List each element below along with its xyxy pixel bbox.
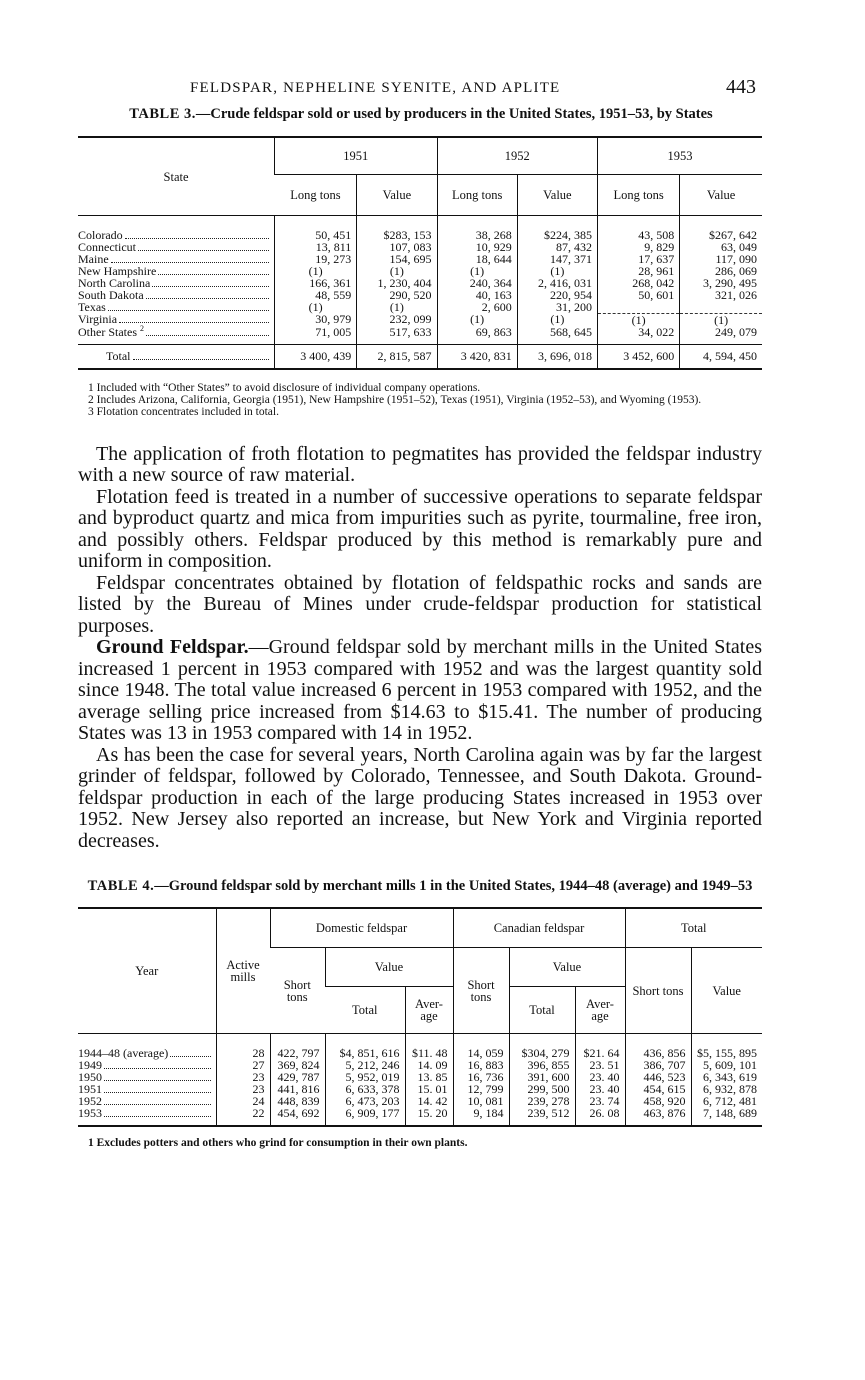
table4-cell: 386, 707 <box>625 1059 691 1071</box>
table-row <box>78 1034 762 1060</box>
table3-cell: 13, 811 <box>275 241 357 253</box>
table4-caption <box>78 878 762 895</box>
table3-cell: 71, 005 <box>275 326 357 345</box>
table3-cell: 50, 601 <box>598 289 680 301</box>
table3-cell: 2, 815, 587 <box>357 344 437 369</box>
table4-cell: 16, 883 <box>453 1059 509 1071</box>
table3-cell: 321, 026 <box>680 289 762 301</box>
table4-subheader-average: Aver- age <box>575 987 625 1034</box>
paragraph: Flotation feed is treated in a number of successive operations to separate feldspar and byproduct quartz and mica from impurities such as pyrite, tourmaline, free iron, and possibly others. Feldspar produced by this method is remarkably pure and uniform in composition. <box>78 485 762 572</box>
table3-cell: 3, 696, 018 <box>517 344 597 369</box>
table-row <box>78 301 762 313</box>
table3-state: Maine <box>78 252 109 266</box>
table3-cell: (1) <box>275 265 357 277</box>
table4-subheader-short-tons: Short tons <box>625 948 691 1034</box>
table3-cell: 38, 268 <box>437 216 517 242</box>
table3-cell: 268, 042 <box>598 277 680 289</box>
table4-cell: 27 <box>216 1059 270 1071</box>
table4-cell: 28 <box>216 1034 270 1060</box>
table4-subheader-value: Value <box>509 948 625 987</box>
table3-cell: 3 420, 831 <box>437 344 517 369</box>
table3-cell: 50, 451 <box>275 216 357 242</box>
table3-cell: 220, 954 <box>517 289 597 301</box>
table3-cell: 34, 022 <box>598 326 680 345</box>
table4-subheader-value: Value <box>691 948 762 1034</box>
table3-cell: 1, 230, 404 <box>357 277 437 289</box>
footnote: 2 Includes Arizona, California, Georgia (1951), New Hampshire (1951–52), Texas (1951), Virginia (1952–53), and Wyoming (1953). <box>88 393 702 406</box>
table4-caption-label: TABLE 4. <box>87 878 155 894</box>
table4-header-year: Year <box>78 908 216 1034</box>
table4-header-mills: Active mills <box>216 908 270 1034</box>
table4-cell: 23 <box>216 1083 270 1095</box>
table3-cell: 2, 416, 031 <box>517 277 597 289</box>
table4-cell: 16, 736 <box>453 1071 509 1083</box>
table4-cell: $4, 851, 616 <box>325 1034 405 1060</box>
table4-footnotes <box>78 1137 762 1149</box>
table3-cell: 17, 637 <box>598 253 680 265</box>
table4-subheader-short-tons: Short tons <box>453 948 509 1034</box>
table3-state: Connecticut <box>78 240 136 254</box>
table4-cell: 15. 01 <box>405 1083 453 1095</box>
table4-year: 1950 <box>78 1070 102 1084</box>
table3-cell: (1) <box>517 265 597 277</box>
table4-cell: 463, 876 <box>625 1107 691 1126</box>
table3-subheader-long-tons: Long tons <box>275 175 357 216</box>
table3-cell: 3 400, 439 <box>275 344 357 369</box>
table3-cell: 87, 432 <box>517 241 597 253</box>
table4-cell: 458, 920 <box>625 1095 691 1107</box>
footnote: 1 Excludes potters and others who grind for consumption in their own plants. <box>88 1137 468 1149</box>
table3-cell: (1) <box>680 313 762 326</box>
table3-cell: 166, 361 <box>275 277 357 289</box>
table3-cell: 48, 559 <box>275 289 357 301</box>
table3-cell: 117, 090 <box>680 253 762 265</box>
table3-cell: 3 452, 600 <box>598 344 680 369</box>
table4-subheader-short-tons: Short tons <box>270 948 325 1034</box>
table3-cell: 154, 695 <box>357 253 437 265</box>
section-heading: Ground Feldspar. <box>96 636 249 658</box>
paragraph-text: —Ground feldspar sold by merchant mills in the United States increased 1 percent in 1953 compared with 1952 and was the largest quantity sold since 1948. The total value increased 6 percent in 1953 compared with 1952, and the average selling price increased from $14.63 to $15.41. The number of producing States was 13 in 1953 compared with 14 in 1952. <box>78 636 763 744</box>
table4-year: 1944–48 (average) <box>78 1046 169 1060</box>
table3-cell: 249, 079 <box>680 326 762 345</box>
table4-cell: 13. 85 <box>405 1071 453 1083</box>
table3-cell <box>598 301 680 313</box>
table4-cell: 5, 952, 019 <box>325 1071 405 1083</box>
table4-cell: 6, 712, 481 <box>691 1095 762 1107</box>
running-title: FELDSPAR, NEPHELINE SYENITE, AND APLITE <box>190 80 561 96</box>
table4-cell: 24 <box>216 1095 270 1107</box>
table3-cell: (1) <box>275 301 357 313</box>
table4-cell: 14, 059 <box>453 1034 509 1060</box>
table4-cell: 396, 855 <box>509 1059 575 1071</box>
table4-cell: 454, 692 <box>270 1107 325 1126</box>
table4-cell: $5, 155, 895 <box>691 1034 762 1060</box>
footnote: 1 Included with “Other States” to avoid disclosure of individual company operations. <box>88 381 481 394</box>
table3-cell: 2, 600 <box>437 301 517 313</box>
table4-cell: 369, 824 <box>270 1059 325 1071</box>
table4-cell: 422, 797 <box>270 1034 325 1060</box>
table-row <box>78 326 762 345</box>
table3-cell: 28, 961 <box>598 265 680 277</box>
table3-cell: 240, 364 <box>437 277 517 289</box>
table3-cell: 43, 508 <box>598 216 680 242</box>
running-head <box>78 72 762 106</box>
table4-cell: 12, 799 <box>453 1083 509 1095</box>
table4-cell: 454, 615 <box>625 1083 691 1095</box>
table3-cell: 19, 273 <box>275 253 357 265</box>
table3-state: North Carolina <box>78 276 151 290</box>
table4-header-total: Total <box>625 908 762 948</box>
table4-cell: 26. 08 <box>575 1107 625 1126</box>
table4-cell: 6, 343, 619 <box>691 1071 762 1083</box>
table-row <box>78 1107 762 1126</box>
paragraph: As has been the case for several years, North Carolina again was by far the largest grinder of feldspar, followed by Colorado, Tennessee, and South Dakota. Ground-feldspar production in each of the large producing States increased in 1953 over 1952. New Jersey also reported an increase, but New York and Virginia reported decreases. <box>78 743 762 852</box>
table3-subheader-long-tons: Long tons <box>598 175 680 216</box>
table4-cell: 23. 40 <box>575 1083 625 1095</box>
table3-cell: $224, 385 <box>517 216 597 242</box>
table4-year: 1949 <box>78 1058 102 1072</box>
table3-cell: 18, 644 <box>437 253 517 265</box>
table3-cell: 107, 083 <box>357 241 437 253</box>
table3-cell <box>680 301 762 313</box>
table4-cell: 391, 600 <box>509 1071 575 1083</box>
table3-subheader-value: Value <box>680 175 762 216</box>
table3-total-row <box>78 344 762 369</box>
table3-state: South Dakota <box>78 288 144 302</box>
table4-header-canadian: Canadian feldspar <box>453 908 625 948</box>
table4 <box>78 907 762 1127</box>
footnote: 3 Flotation concentrates included in total. <box>88 405 279 418</box>
table4-subheader-average: Aver- age <box>405 987 453 1034</box>
table4-cell: 7, 148, 689 <box>691 1107 762 1126</box>
table4-year: 1951 <box>78 1082 102 1096</box>
table3-cell: 147, 371 <box>517 253 597 265</box>
table4-subheader-total: Total <box>325 987 405 1034</box>
table4-cell: 14. 09 <box>405 1059 453 1071</box>
table3-cell: 40, 163 <box>437 289 517 301</box>
table4-cell: 23. 51 <box>575 1059 625 1071</box>
table4-cell: 6, 473, 203 <box>325 1095 405 1107</box>
table3-cell: 63, 049 <box>680 241 762 253</box>
table4-cell: 23 <box>216 1071 270 1083</box>
table3-cell: $267, 642 <box>680 216 762 242</box>
table3-state: Virginia <box>78 312 118 327</box>
table-row <box>78 313 762 326</box>
table4-cell: 446, 523 <box>625 1071 691 1083</box>
table4-year: 1953 <box>78 1106 102 1120</box>
table4-cell: 23. 74 <box>575 1095 625 1107</box>
table3-cell: 286, 069 <box>680 265 762 277</box>
table4-cell: 14. 42 <box>405 1095 453 1107</box>
table4-cell: 441, 816 <box>270 1083 325 1095</box>
table4-cell: 239, 278 <box>509 1095 575 1107</box>
table3-subheader-value: Value <box>357 175 437 216</box>
table3-state: New Hampshire <box>78 264 157 278</box>
table3-state: Other States <box>78 324 137 339</box>
table4-cell: 22 <box>216 1107 270 1126</box>
table3-cell: 30, 979 <box>275 313 357 326</box>
table3-cell: 10, 929 <box>437 241 517 253</box>
table4-cell: 436, 856 <box>625 1034 691 1060</box>
footnote-ref: 2 <box>140 323 144 333</box>
table4-year: 1952 <box>78 1094 102 1108</box>
table3-cell: (1) <box>357 265 437 277</box>
document-page <box>78 72 762 1149</box>
table4-cell: 5, 212, 246 <box>325 1059 405 1071</box>
table4-subheader-value: Value <box>325 948 453 987</box>
table3-header-year: 1953 <box>598 137 763 175</box>
table3-cell: (1) <box>357 301 437 313</box>
table4-cell: 448, 839 <box>270 1095 325 1107</box>
table3-cell: 517, 633 <box>357 326 437 345</box>
table3-cell: (1) <box>437 313 517 326</box>
table3-cell: 4, 594, 450 <box>680 344 762 369</box>
table3-cell: $283, 153 <box>357 216 437 242</box>
table3-subheader-long-tons: Long tons <box>437 175 517 216</box>
table3-header-state: State <box>78 137 275 216</box>
table4-cell: 239, 512 <box>509 1107 575 1126</box>
page-number: 443 <box>726 76 756 98</box>
table4-cell: 23. 40 <box>575 1071 625 1083</box>
table3-cell: 69, 863 <box>437 326 517 345</box>
table4-cell: 10, 081 <box>453 1095 509 1107</box>
table4-cell: 429, 787 <box>270 1071 325 1083</box>
table3-cell: (1) <box>437 265 517 277</box>
table4-cell: 6, 932, 878 <box>691 1083 762 1095</box>
table4-caption-text: —Ground feldspar sold by merchant mills 1 in the United States, 1944–48 (average) and 1949–53 <box>154 878 753 894</box>
body-text <box>78 444 762 853</box>
table3-cell: 290, 520 <box>357 289 437 301</box>
table3-header-year: 1951 <box>275 137 437 175</box>
table3-cell: (1) <box>517 313 597 326</box>
table4-cell: 6, 633, 378 <box>325 1083 405 1095</box>
paragraph: The application of froth flotation to pegmatites has provided the feldspar industry with a new source of raw material. <box>78 442 762 486</box>
table-row <box>78 216 762 242</box>
table4-cell: 5, 609, 101 <box>691 1059 762 1071</box>
table3-state: Texas <box>78 300 106 314</box>
table3-cell: 3, 290, 495 <box>680 277 762 289</box>
paragraph <box>78 637 762 745</box>
table4-cell: 9, 184 <box>453 1107 509 1126</box>
table4-cell: $21. 64 <box>575 1034 625 1060</box>
table4-header-domestic: Domestic feldspar <box>270 908 453 948</box>
table3-total-label: Total <box>106 348 131 363</box>
table4-subheader-total: Total <box>509 987 575 1034</box>
paragraph: Feldspar concentrates obtained by flotation of feldspathic rocks and sands are listed by the Bureau of Mines under crude-feldspar production for statistical purposes. <box>78 571 762 637</box>
table3-cell: 9, 829 <box>598 241 680 253</box>
table-row <box>78 289 762 301</box>
table3-caption-label: TABLE 3. <box>129 106 196 122</box>
table4-cell: $304, 279 <box>509 1034 575 1060</box>
table4-cell: $11. 48 <box>405 1034 453 1060</box>
table3-caption-text: —Crude feldspar sold or used by producers in the United States, 1951–53, by States <box>195 106 713 122</box>
table3-cell: 31, 200 <box>517 301 597 313</box>
table4-cell: 299, 500 <box>509 1083 575 1095</box>
table4-cell: 15. 20 <box>405 1107 453 1126</box>
table3-cell: 232, 099 <box>357 313 437 326</box>
table3-header-year: 1952 <box>437 137 597 175</box>
table3-state: Colorado <box>78 228 123 242</box>
table3-cell: 568, 645 <box>517 326 597 345</box>
table3-footnotes <box>78 382 762 418</box>
table3-subheader-value: Value <box>517 175 597 216</box>
table4-cell: 6, 909, 177 <box>325 1107 405 1126</box>
table3-cell: (1) <box>598 313 680 326</box>
table3-caption <box>78 106 764 123</box>
table3 <box>78 136 762 370</box>
